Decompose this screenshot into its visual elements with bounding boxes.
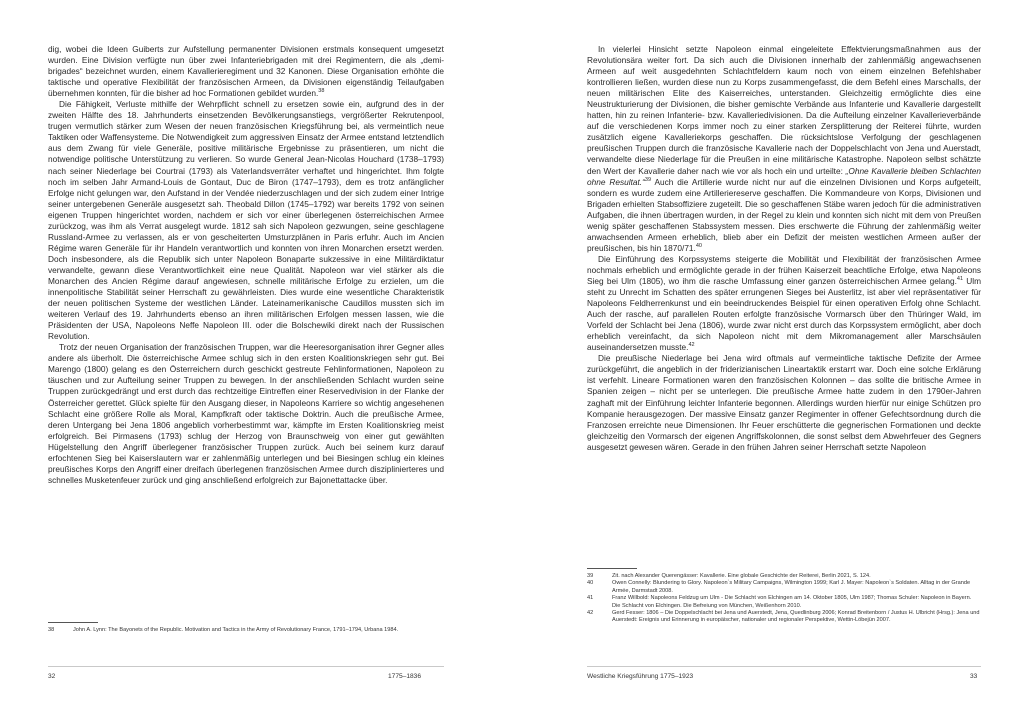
paragraph: Die preußische Niederlage bei Jena wird oftmals auf vermeintliche taktische Defizite der Armee zurückgeführt, die angeblich in der friderizianischen Lineartaktik erstarrt war. Doch eine solche Erklärung ist verfehlt. Lineare Formationen waren den französischen Kolonnen – das sollte die britische Armee in Spanien zeigen – nicht per se unterlegen. Die preußische Armee hatte zudem in den 1790er-Jahren zaghaft mit der Einführung leichter Infanterie begonnen. Allerdings wurden hierfür nur einige Schützen pro Kompanie herausgezogen. Der massive Einsatz ganzer Regimenter in offener Gefechtsordnung durch die Franzosen erreichte neue Dimensionen. Ihr Feuer erschütterte die gegnerischen Formationen und deckte gleichzeitig den Vormarsch der eigenen Angriffskolonnen, die sonst selbst dem Abwehrfeuer des Gegners ausgesetzt gewesen wären. Gerade in den frühen Jahren seiner Herrschaft setzte Napoleon: [587, 353, 981, 452]
footer-rule: [587, 666, 981, 667]
footer-rule: [48, 666, 444, 667]
body-text: [587, 44, 981, 453]
footnote-ref: 41: [956, 276, 964, 283]
footnote-ref: 39: [644, 176, 652, 183]
footnotes: [48, 627, 444, 634]
footnote: 39 Zit. nach Alexander Querengässer: Kavallerie. Eine globale Geschichte der Reiterei, Berlin 2021, S. 124.: [587, 573, 871, 579]
footnote-rule: [587, 568, 637, 569]
footnote: 41 Franz Willbold: Napoleons Feldzug um Ulm - Die Schlacht von Elchingen am 14. Oktober 1805, Ulm 1987; Thomas Schuler: Napoleon in Bayern. Die Schlacht von Elchingen. Die Befreiung von München, Weißenhorn 2010.: [587, 595, 972, 609]
paragraph: In vielerlei Hinsicht setzte Napoleon einmal eingeleitete Effektvierungsmaßnahmen aus der Revolutionsära weiter fort. Da sich auch die Divisionen innerhalb der zahlenmäßig angewachsenen Armeen auf weit ausgedehnten Schlachtfeldern kaum noch von einem einzelnen Befehlshaber kontrollieren ließen, wurden diese nun zu Korps zusammengefasst, die dem Befehl eines Marschalls, der neuen militärischen Elite des Kaiserreiches, unterstanden. Gleichzeitig ermöglichte dies eine Neustrukturierung der Divisionen, die bisher gemischte Verbände aus Infanterie und Kavallerie dargestellt hatten, hin zu reinen Infanterie- bzw. Kavalleriedivisionen. Da die Aufteilung einzelner Kavallerieverbände auf die verschiedenen Korps immer noch zu einer starken Zersplitterung der Reiterei führte, wurden zusätzlich eigene Kavalleriekorps geschaffen. Die rücksichtslose Verfolgung der geschlagenen preußischen Truppen durch die französische Kavallerie nach der Doppelschlacht von Jena und Auerstadt, verwandelte diese Niederlage für die Preußen in eine militärische Katastrophe. Napoleon selbst schätzte den Wert der Kavallerie daher nach wie vor als hoch ein und urteilte: „Ohne Kavallerie bleiben Schlachten ohne Resultat.“$^{39}$ Auch die Artillerie wurde nicht nur auf die einzelnen Divisionen und Korps aufgeteilt, sondern es wurde zudem eine Artilleriereserve geschaffen. Die Kommandeure von Korps, Divisionen und Brigaden erhielten Stabsoffiziere zugeteilt. Die so geschaffenen Stäbe waren jedoch für die administrativen Aufgaben, die ihnen übertragen wurden, in der Regel zu klein und konnten sich nicht mit dem von Preußen wenig später geschaffenen Stabssystem messen. Dies erschwerte die Führung der zahlenmäßig weiter anwachsenden Armeen erheblich, blieb aber ein Defizit der meisten westlichen Armeen außer der preußischen, bis hin 1870/71.40: [587, 44, 982, 253]
footnote: 38 John A. Lynn: The Bayonets of the Republic. Motivation and Tactics in the Army of Revolutionary France, 1791–1794, Urbana 1984.: [48, 627, 399, 633]
right-page: [510, 0, 1020, 725]
footnote: 42 Gerd Fesser: 1806 – Die Doppelschlacht bei Jena und Auerstedt, Jena, Quedlinburg 2006; Konrad Breitenborn / Justus H. Ulbricht (Hrsg.): Jena und Auerstedt: Ereignis und Erinnerung in europäischer, nationaler und regionaler Perspektive, Wettin-Löbejün 2007.: [587, 610, 980, 624]
paragraph: Trotz der neuen Organisation der französischen Truppen, war die Heeresorganisation ihrer Gegner alles andere als überholt. Die österreichische Armee schlug sich in den ersten Koalitionskriegen sehr gut. Bei Marengo (1800) gelang es den Österreichern durch geschickt gestreute Fehlinformationen, Napoleon zu täuschen und zur Aufteilung seiner Truppen zu bewegen. In der anschließenden Schlacht wurden seine Truppen zurückgedrängt und erst durch das rechtzeitige Eintreffen einer Reservedivision in der Flanke der Österreicher gerettet. Glück spielte für den Ausgang dieser, in Napoleons Karriere so wichtig angesehenen Schlacht eine größere Rolle als Moral, Kampfkraft oder taktische Doktrin. Auch die preußische Armee, deren Untergang bei Jena 1806 angeblich vorherbestimmt war, kämpfte im Ersten Koalitionskrieg meist erfolgreich. Bei Pirmasens (1793) schlug der Herzog von Braunschweig von einer gut gewählten Hügelstellung den Angriff überlegener französischer Truppen zurück. Auch bei seinem kurz darauf erfochtenen Sieg bei Kaiserslautern war er zahlenmäßig unterlegen und bei Biesingen schlug ein kleines preußisches Korps den Angriff einer dreifach überlegenen französischen Armee durch disziplinierteres und schnelles Musketenfeuer zurück und ging anschließend erfolgreich zur Bajonettattacke über.: [48, 342, 444, 485]
paragraph: dig, wobei die Ideen Guiberts zur Aufstellung permanenter Divisionen erstmals konsequent umgesetzt wurden. Eine Division verfügte nun über zwei Infanteriebrigaden mit drei Regimentern, die als „demi-brigades“ bezeichnet wurden, einem Kavallerieregiment und 32 Kanonen. Diese Organisation erhöhte die taktische und operative Flexibilität der französischen Armeen, da Divisionen eigenständig Teilaufgaben übernehmen konnten, für die bisher ad hoc Formationen gebildet wurden.$^{38}$: [48, 44, 444, 99]
paragraph: Die Einführung des Korpssystems steigerte die Mobilität und Flexibilität der französischen Armee nochmals erheblich und ermöglichte gerade in der frühen Kaiserzeit beachtliche Erfolge, etwa Napoleons Sieg bei Ulm (1805), wo ihm die rasche Umfassung einer ganzen österreichischen Armee gelang.$^{41}$ Ulm steht zu Unrecht im Schatten des später errungenen Sieges bei Austerlitz, ist aber viel repräsentativer für Napoleons Feldherrenkunst und ein beeindruckendes Beispiel für einen operativen Erfolg ohne Schlacht. Auch der rasche, auf parallelen Routen erfolgte französische Vormarsch über den Thüringer Wald, im Vorfeld der Schlacht bei Jena (1806), wurde zwar nicht erst durch das Korpssystem ermöglicht, aber doch erheblich vereinfacht, da sich Napoleon nicht mit dem Mikromanagement aller Marschsäulen auseinandersetzen musste.$^{42}$: [587, 253, 981, 353]
footnotes: [587, 573, 981, 625]
paragraph: Die Fähigkeit, Verluste mithilfe der Wehrpflicht schnell zu ersetzen sowie ein, aufgrund des in der zweiten Hälfte des 18. Jahrhunderts einsetzenden Bevölkerungsanstiegs, vergrößerter Rekrutenpool, trugen vermutlich stärker zum Wesen der neuen französischen Kriegsführung bei, als vermeintlich neue Taktiken oder Waffensysteme. Die Notwendigkeit zum aggressiven Einsatz der Armee entstand letztendlich aus dem Zwang für viele Generäle, positive militärische Ergebnisse zu präsentieren, um nicht die notwendige politische Unterstützung zu verlieren. So wurde General Jean-Nicolas Houchard (1738–1793) nach seiner Niederlage bei Courtrai (1793) als Vaterlandsverräter verhaftet und hingerichtet. Ihm folgte noch im selben Jahr Armand-Louis de Gontaut, Duc de Biron (1747–1793), dem es trotz anfänglicher Erfolge nicht gelungen war, den Aufstand in der Vendée niederzuschlagen und der sich zudem einer Intrige seiner untergebenen Generäle ausgesetzt sah. Theobald Dillon (1745–1792) war bereits 1792 von seinen eigenen Truppen hingerichtet worden, nachdem er sich vor einer überlegenen österreichischen Armee zurückzog, was ihm als Verrat ausgelegt wurde. 1812 sah sich Napoleon gezwungen, seine geschlagene Russland-Armee zu verlassen, als er von gescheiterten Umsturzplänen in Paris erfuhr. Auch im Ancien Régime waren Generäle für ihr Handeln verantwortlich und konnten von ihren Monarchen ersetzt werden. Doch insbesondere, als die Republik sich unter Napoleon Bonaparte sukzessive in eine Militärdiktatur verwandelte, gewann diese Verantwortlichkeit eine neue Qualität. Napoleon war viel stärker als die Monarchen des Ancien Régime darauf angewiesen, schnelle militärische Erfolge zu erzielen, um die innenpolitische Stabilität seiner Herrschaft zu gewährleisten. Dies wurde eine wesentliche Charakteristik der neuen politischen Systeme der westlichen Länder. Lateinamerikanische Caudillos mussten sich im weiteren Verlauf des 19. Jahrhunderts ebenso an ihren militärischen Erfolgen messen lassen, wie die Präsidenten der USA, Napoleons Neffe Napoleon III. oder die Bolschewiki direkt nach der Russischen Revolution.: [48, 99, 444, 342]
footnote-ref: 40: [695, 243, 702, 250]
running-head: Westliche Kriegsführung 1775–1923: [587, 673, 694, 680]
footnote-ref: 38: [318, 88, 325, 95]
page-number: 32: [48, 673, 56, 680]
running-head: 1775–1836: [388, 673, 422, 680]
footnote-ref: 42: [688, 342, 695, 349]
body-text: [48, 44, 444, 486]
footnote: 40 Owen Connelly: Blundering to Glory. Napoleon`s Military Campaigns, Wilmington 1999; Karl J. Mayer: Napoleon`s Soldaten. Alltag in der Grande Armée, Darmstadt 2008.: [587, 580, 971, 594]
footnote-rule: [48, 622, 98, 623]
page-number: 33: [970, 673, 978, 680]
quote: „Ohne Kavallerie bleiben Schlachten ohne Resultat.“: [587, 165, 982, 187]
